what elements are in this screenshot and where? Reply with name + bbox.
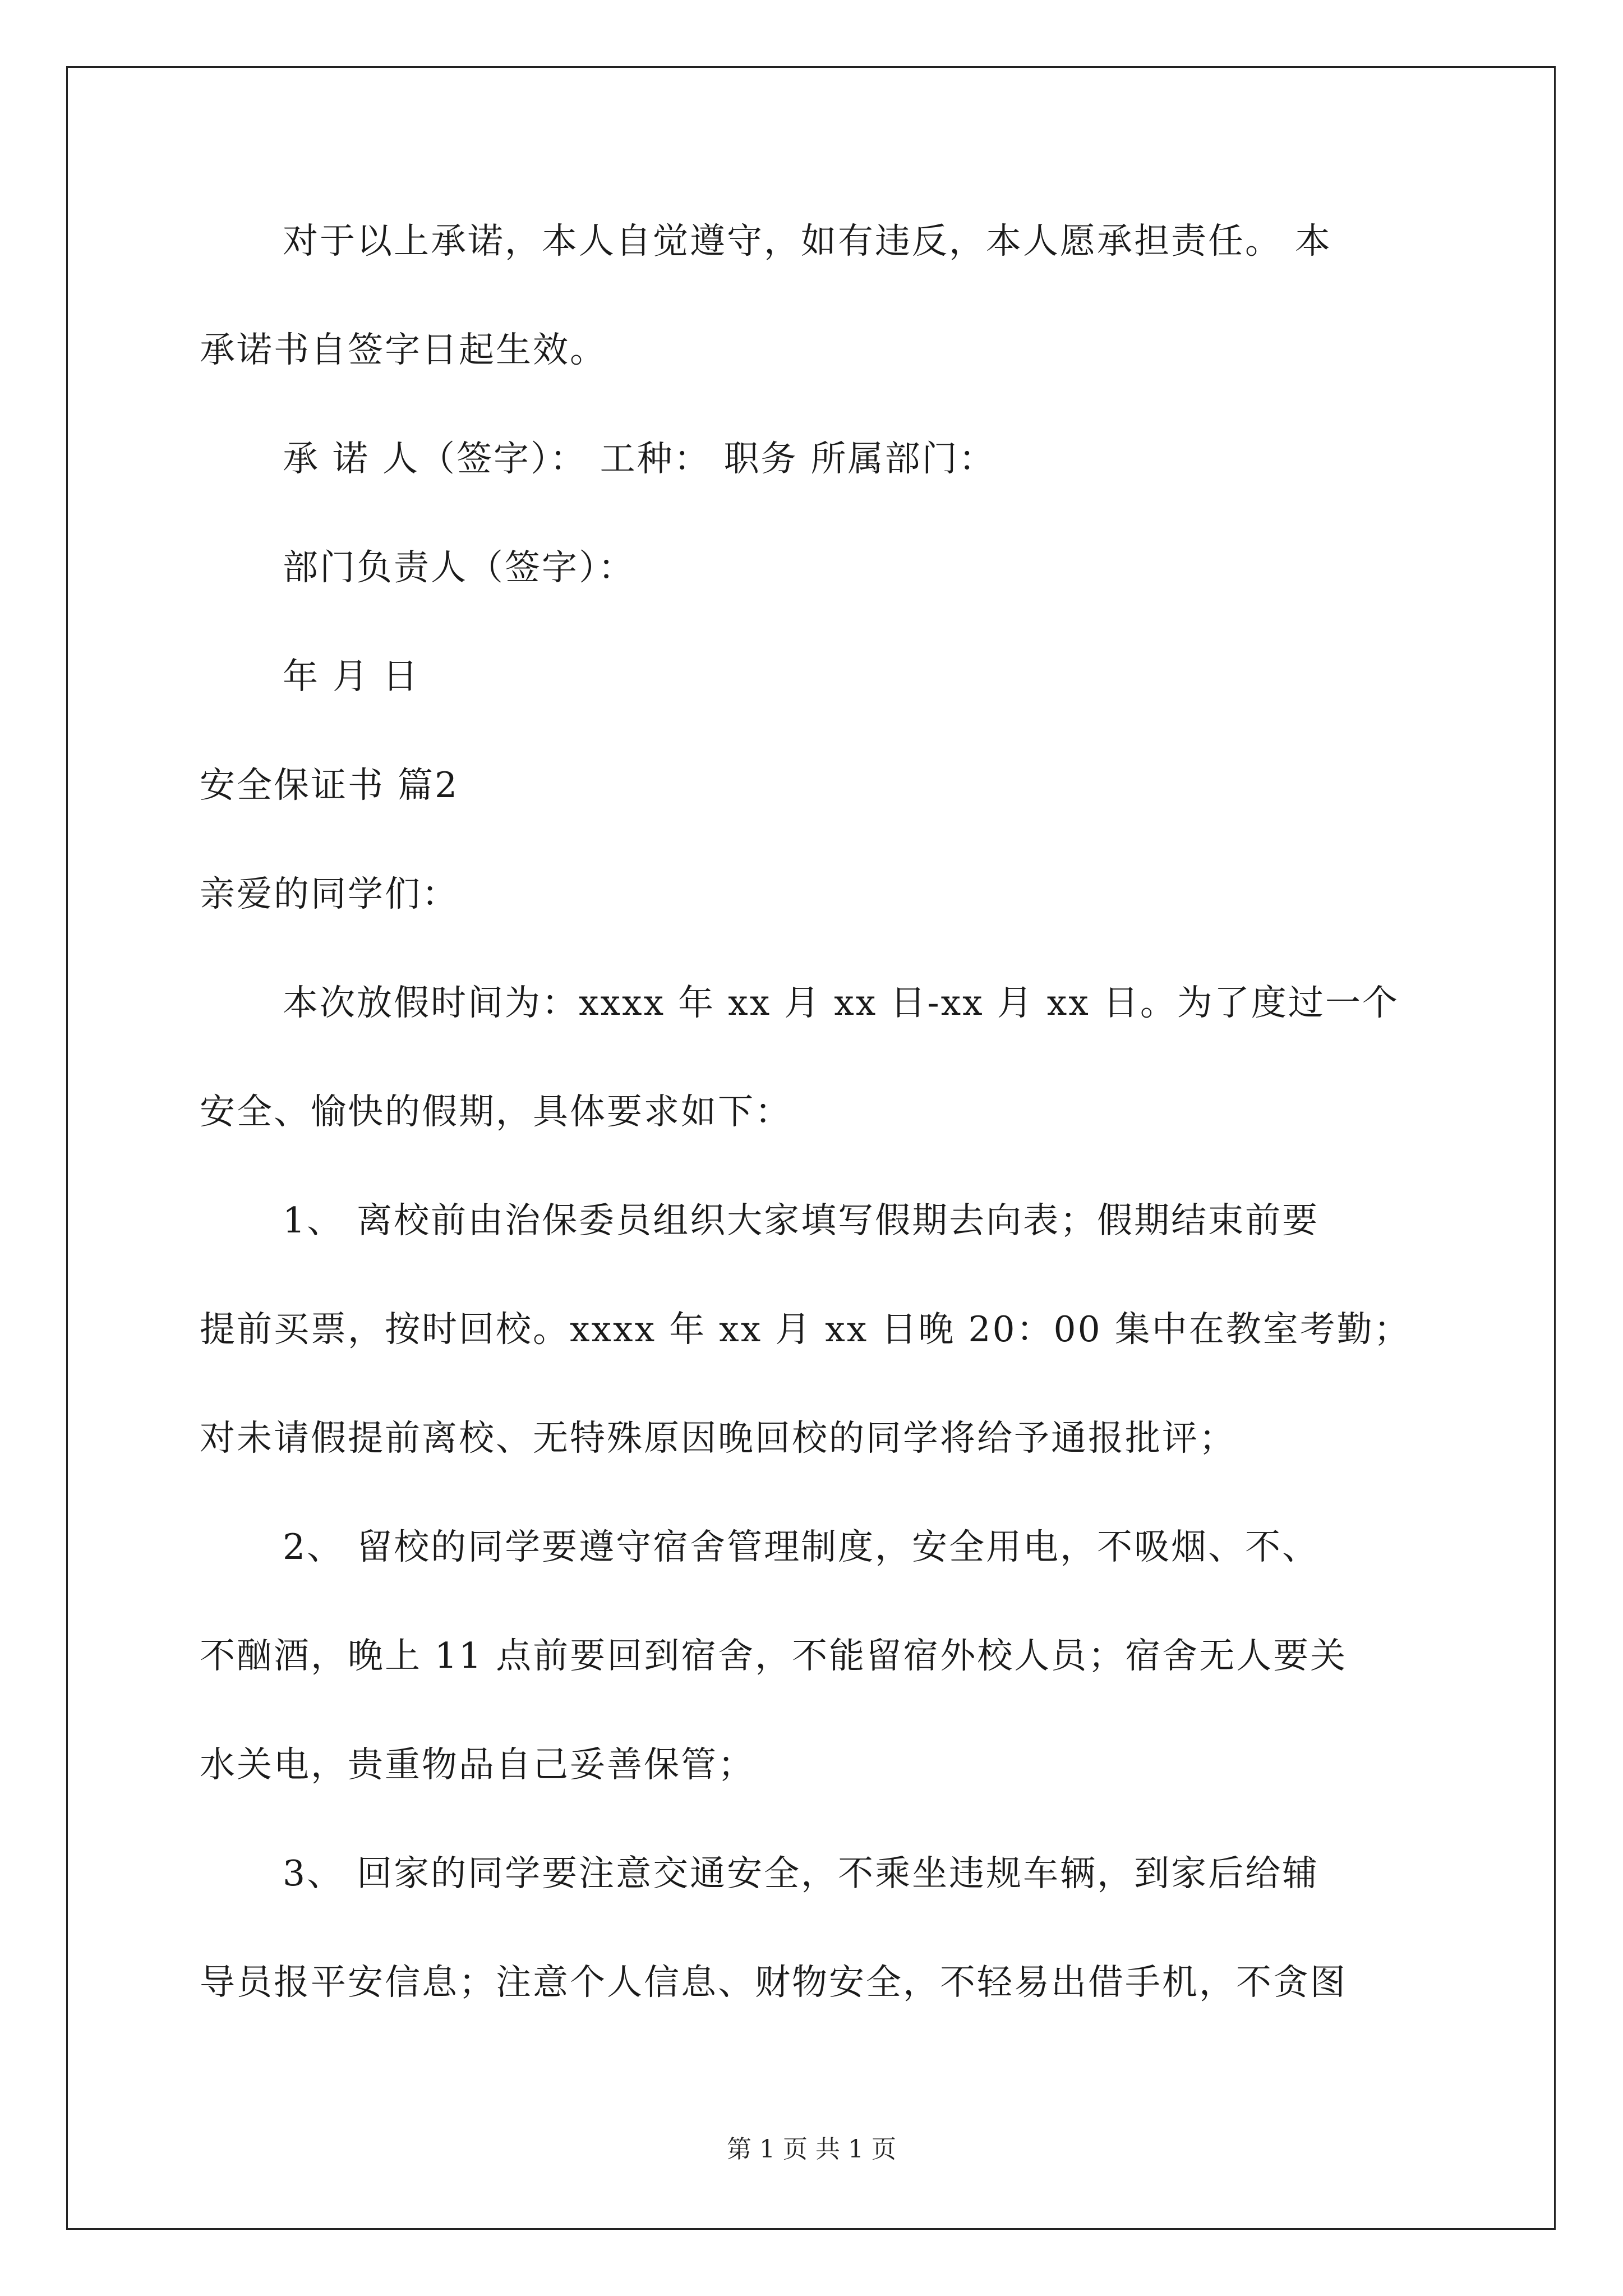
section-heading: 安全保证书 篇2 [200, 765, 459, 806]
paragraph-line: 本次放假时间为：xxxx 年 xx 月 xx 日-xx 月 xx 日。为了度过一个 [283, 982, 1399, 1023]
list-item-line: 3、 回家的同学要注意交通安全，不乘坐违规车辆，到家后给辅 [283, 1853, 1320, 1894]
page-border [66, 66, 1556, 2230]
list-item-line: 水关电，贵重物品自己妥善保管； [200, 1744, 755, 1785]
list-item-line: 1、 离校前由治保委员组织大家填写假期去向表；假期结束前要 [283, 1200, 1320, 1241]
list-item-line: 不酗酒，晚上 11 点前要回到宿舍，不能留宿外校人员；宿舍无人要关 [200, 1635, 1348, 1676]
page-number-footer: 第 1 页 共 1 页 [727, 2135, 896, 2164]
list-item-line: 2、 留校的同学要遵守宿舍管理制度，安全用电，不吸烟、不、 [283, 1526, 1320, 1567]
list-item-line: 对未请假提前离校、无特殊原因晚回校的同学将给予通报批评； [200, 1418, 1236, 1458]
signature-line: 部门负责人（签字）： [283, 547, 635, 588]
paragraph-line: 承诺书自签字日起生效。 [200, 329, 607, 370]
salutation: 亲爱的同学们： [200, 873, 459, 914]
list-item-line: 提前买票，按时回校。xxxx 年 xx 月 xx 日晚 20：00 集中在教室考勤； [200, 1309, 1411, 1350]
list-item-line: 导员报平安信息；注意个人信息、财物安全，不轻易出借手机，不贪图 [200, 1962, 1347, 2003]
date-line: 年 月 日 [283, 656, 420, 697]
signature-line: 承 诺 人（签字）： 工种： 职务 所属部门： [283, 438, 996, 479]
paragraph-line: 对于以上承诺，本人自觉遵守，如有违反，本人愿承担责任。 本 [283, 220, 1332, 261]
paragraph-line: 安全、愉快的假期，具体要求如下： [200, 1091, 792, 1132]
